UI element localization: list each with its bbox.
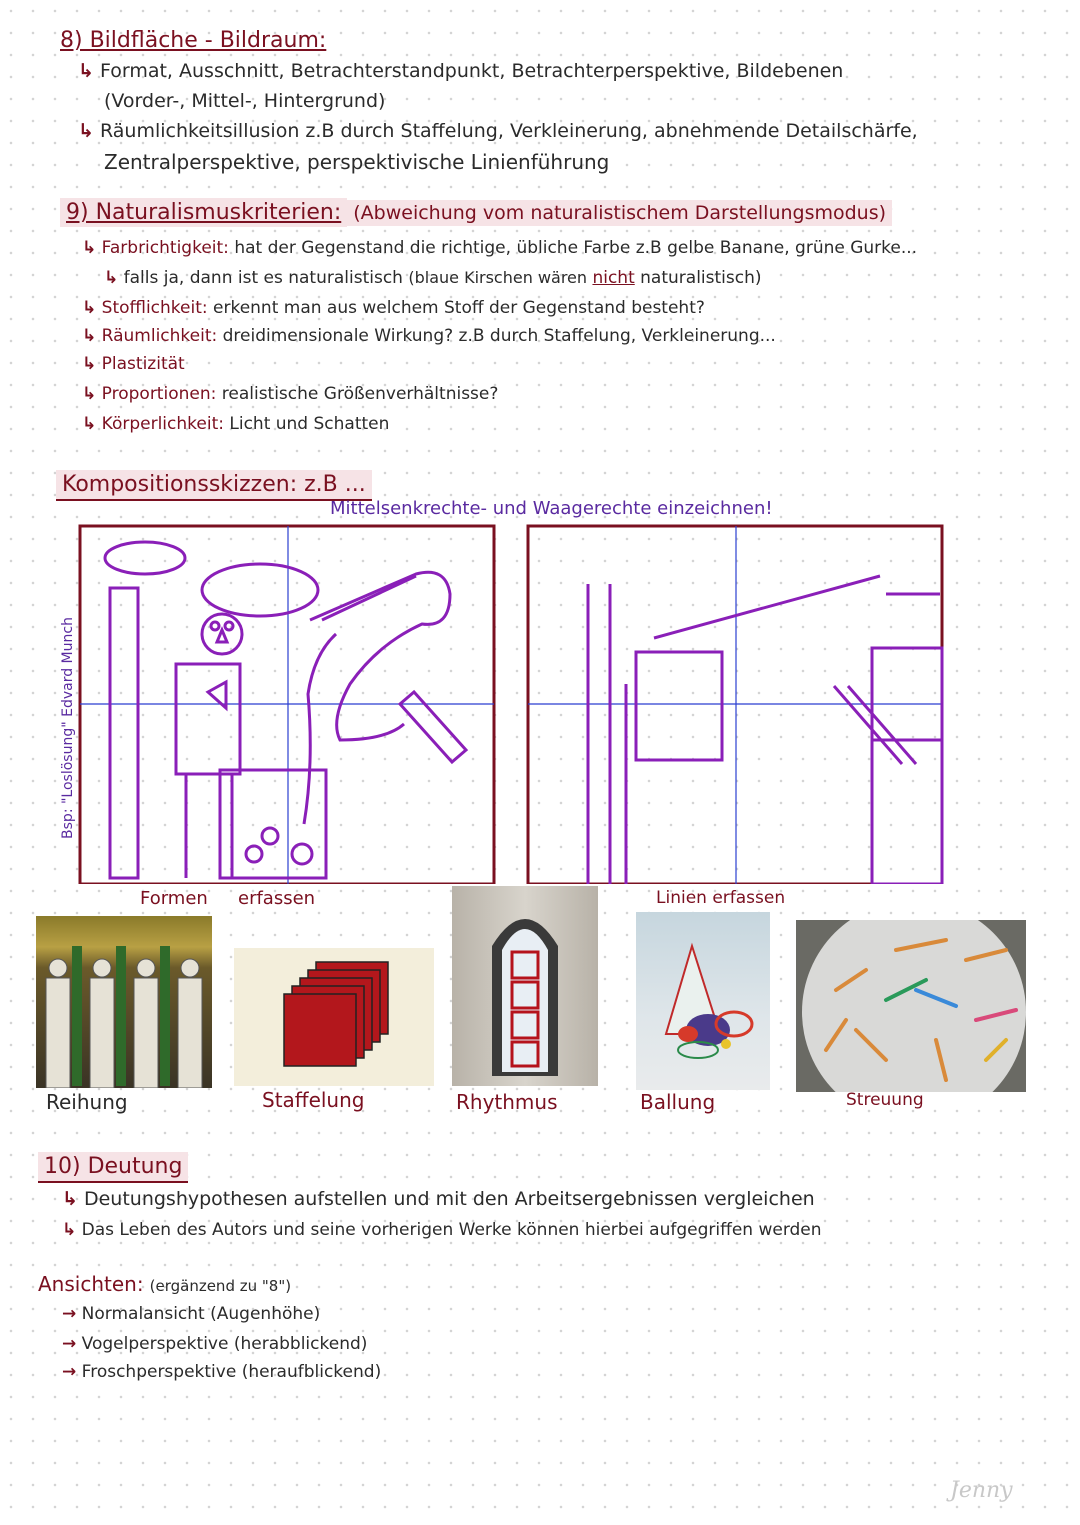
s8-text-1: Format, Ausschnitt, Betrachterstandpunkt, Betrachterperspektive, Bildebenen (99, 60, 844, 82)
s10-title-text: 10) Deutung (38, 1152, 188, 1183)
arrow-icon: ↳ (82, 384, 97, 404)
s9-falls-a: falls ja, dann ist es naturalistisch (123, 268, 403, 288)
arrow-right-icon: → (62, 1304, 77, 1324)
s9-prop-label: Proportionen: (101, 384, 217, 404)
arrow-right-icon: → (62, 1362, 77, 1382)
formen-label: Formen (140, 888, 208, 909)
s9-koerp-label: Körperlichkeit: (101, 414, 224, 434)
s9-farb-label: Farbrichtigkeit: (101, 238, 229, 258)
mosaic-figures (36, 916, 212, 1088)
arrow-icon: ↳ (78, 60, 94, 82)
caption-staffelung: Staffelung (262, 1088, 365, 1112)
arrow-right-icon: → (62, 1334, 77, 1354)
s9-raum-label: Räumlichkeit: (101, 326, 218, 346)
s9-farb-text: hat der Gegenstand die richtige, übliche Farbe z.B gelbe Banane, grüne Gurke... (234, 238, 918, 258)
sketch-forms (78, 524, 498, 884)
ansichten-header (38, 1272, 291, 1296)
photo-streuung (796, 920, 1026, 1092)
arrow-icon: ↳ (82, 298, 97, 318)
komp-note: Mittelsenkrechte- und Waagerechte einzeichnen! (330, 498, 773, 519)
s8-line-1 (78, 60, 843, 82)
section-9-title: 9) Naturalismuskriterien: (60, 198, 347, 227)
s9-falls-b: (blaue Kirschen wären (408, 268, 588, 287)
side-label: Bsp: "Loslösung" Edvard Munch (60, 617, 76, 839)
arrow-icon: ↳ (62, 1220, 77, 1240)
s8-line-2: (Vorder-, Mittel-, Hintergrund) (104, 90, 386, 112)
arrow-icon: ↳ (104, 268, 119, 288)
photo-ballung (636, 912, 770, 1090)
s9-koerp-text: Licht und Schatten (229, 414, 390, 434)
ans-item-2 (62, 1334, 367, 1354)
ansichten-title: Ansichten: (38, 1272, 144, 1296)
sketch-lines (526, 524, 946, 884)
gothic-window (452, 886, 598, 1086)
s9-stoff-text: erkennt man aus welchem Stoff der Gegenstand besteht? (213, 298, 705, 318)
s9-farb (82, 238, 917, 258)
erfassen-label: erfassen (238, 888, 316, 909)
komp-title-text: Kompositionsskizzen: z.B ... (56, 470, 372, 501)
s9-koerp (82, 414, 389, 434)
s8-line-3 (78, 120, 918, 142)
s10-text-1: Deutungshypothesen aufstellen und mit den Arbeitsergebnissen vergleichen (83, 1188, 815, 1210)
arrow-icon: ↳ (78, 120, 94, 142)
section-9-header (60, 200, 892, 225)
s9-stoff-label: Stofflichkeit: (101, 298, 208, 318)
s9-prop-text: realistische Größenverhältnisse? (221, 384, 499, 404)
s10-text-2: Das Leben des Autors und seine vorherigen Werke können hierbei aufgegriffen werden (81, 1220, 822, 1240)
s9-prop (82, 384, 498, 404)
linien-label: Linien erfassen (656, 888, 786, 908)
ansichten-note: (ergänzend zu "8") (149, 1277, 292, 1295)
s9-falls (104, 268, 762, 288)
ans-item-1 (62, 1304, 320, 1324)
s10-line-2 (62, 1220, 822, 1240)
signature: Jenny (950, 1478, 1013, 1503)
arrow-icon: ↳ (82, 414, 97, 434)
ans-text-2: Vogelperspektive (herabblickend) (81, 1334, 368, 1354)
scattered-pens (796, 920, 1026, 1092)
section-8-title: 8) Bildfläche - Bildraum: (60, 28, 327, 53)
caption-rhythmus: Rhythmus (456, 1090, 558, 1114)
arrow-icon: ↳ (82, 354, 97, 374)
photo-reihung (36, 916, 212, 1088)
photo-rhythmus (452, 886, 598, 1086)
caption-reihung: Reihung (46, 1090, 128, 1114)
section-9-note: (Abweichung vom naturalistischem Darstellungsmodus) (347, 200, 892, 226)
s9-stoff (82, 298, 705, 318)
s9-plast (82, 354, 185, 374)
staggered-squares (234, 948, 434, 1086)
section-10-title (38, 1154, 188, 1179)
ans-item-3 (62, 1362, 381, 1382)
s8-line-4: Zentralperspektive, perspektivische Linienführung (104, 150, 610, 174)
ans-text-3: Froschperspektive (heraufblickend) (81, 1362, 382, 1382)
caption-ballung: Ballung (640, 1090, 716, 1114)
s9-falls-nicht: nicht (592, 268, 635, 288)
s9-raum-text: dreidimensionale Wirkung? z.B durch Staffelung, Verkleinerung... (222, 326, 776, 346)
s10-line-1 (62, 1188, 815, 1210)
arrow-icon: ↳ (82, 238, 97, 258)
komp-title (56, 472, 372, 497)
s9-plast-label: Plastizität (101, 354, 185, 374)
arrow-icon: ↳ (62, 1188, 78, 1210)
s8-text-3: Räumlichkeitsillusion z.B durch Staffelung, Verkleinerung, abnehmende Detailschärfe, (99, 120, 918, 142)
s9-falls-c: naturalistisch) (640, 268, 762, 288)
s9-raum (82, 326, 776, 346)
glass-sculpture (636, 912, 770, 1090)
arrow-icon: ↳ (82, 326, 97, 346)
photo-staffelung (234, 948, 434, 1086)
ans-text-1: Normalansicht (Augenhöhe) (81, 1304, 321, 1324)
caption-streuung: Streuung (846, 1090, 924, 1110)
